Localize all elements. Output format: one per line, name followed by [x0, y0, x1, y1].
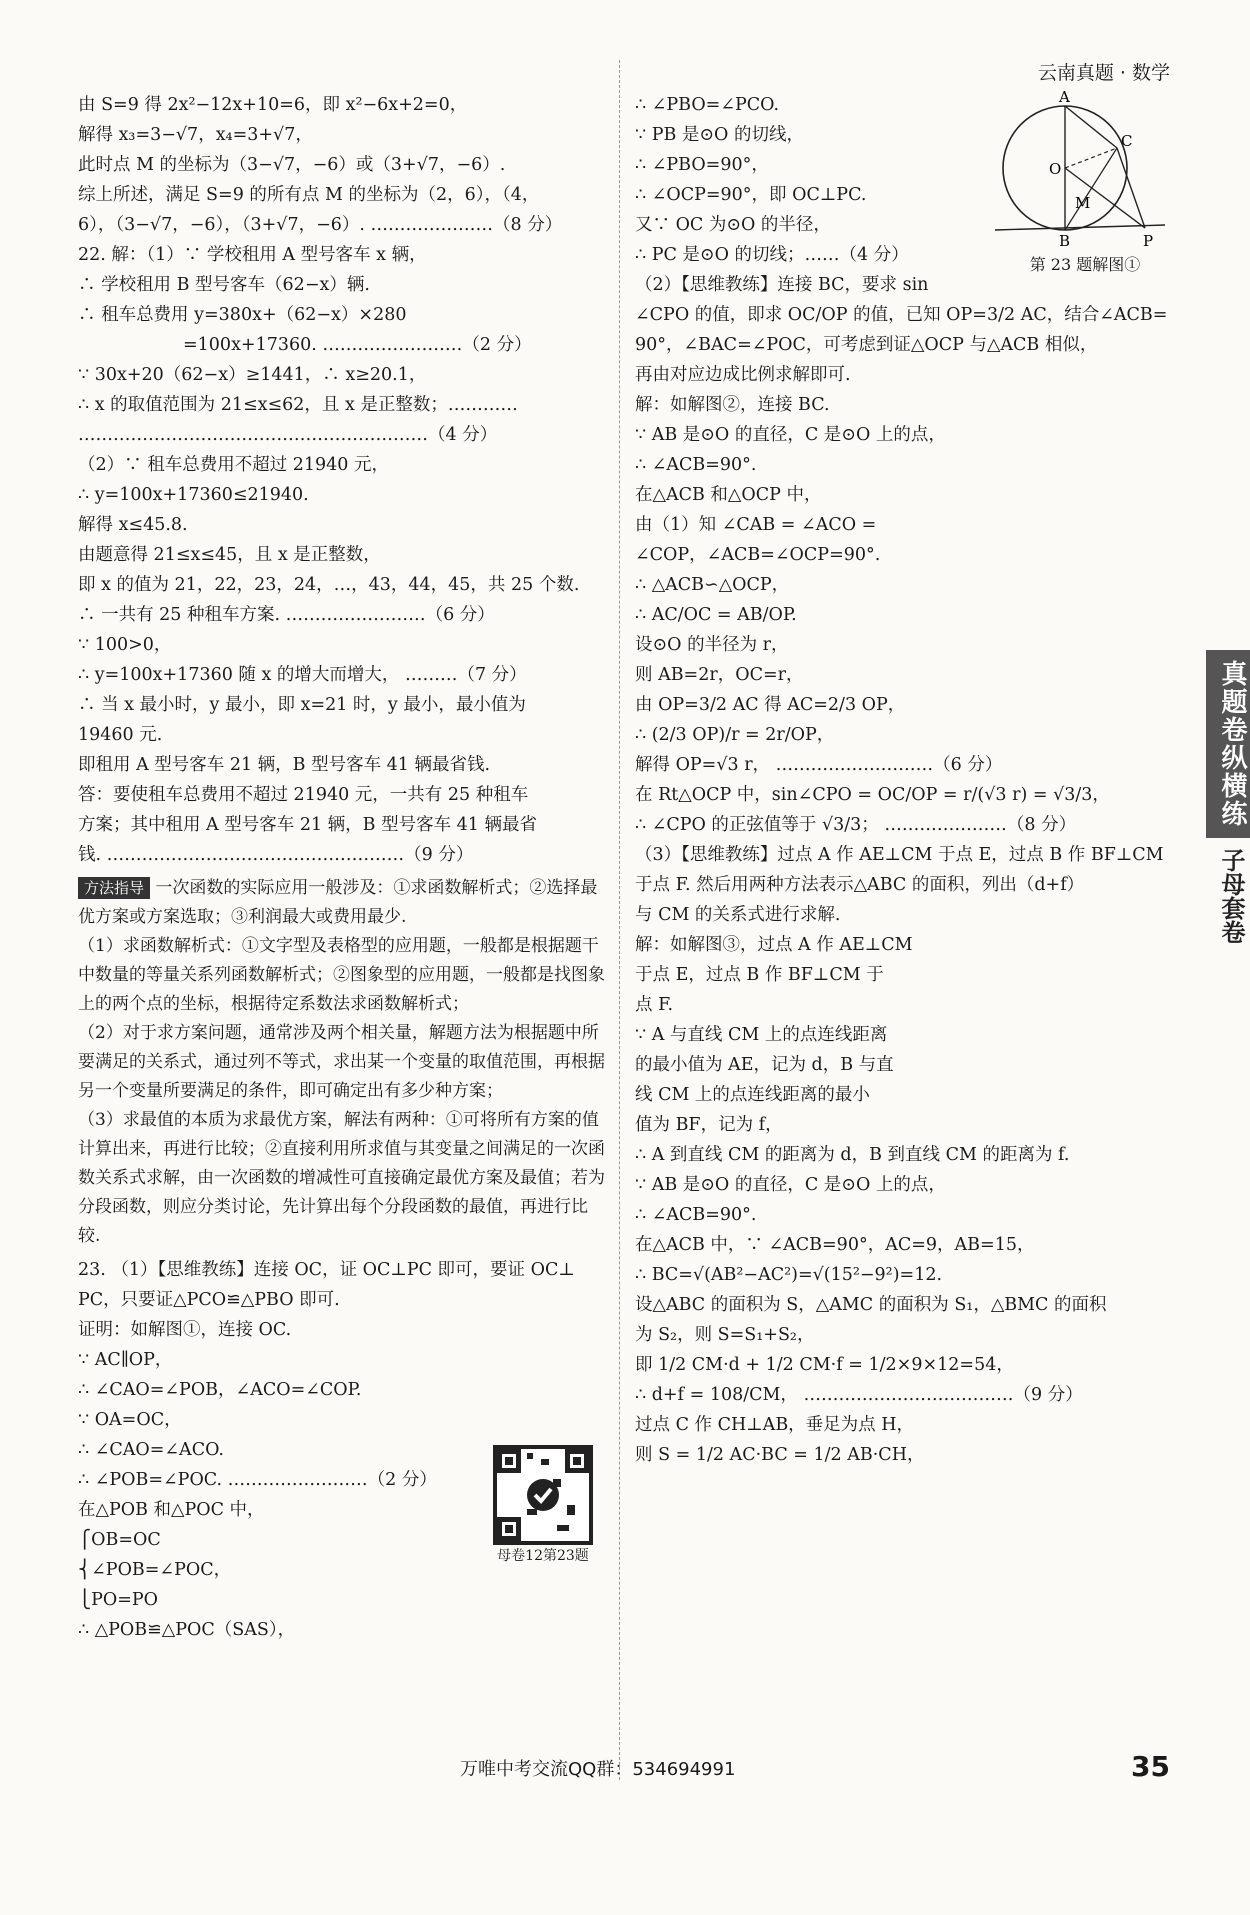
text-line: 再由对应边成比例求解即可.: [635, 365, 851, 385]
text-line: 由 S=9 得 2x²−12x+10=6，即 x²−6x+2=0，: [78, 95, 468, 115]
text-line: ∵ OA=OC，: [78, 1410, 182, 1430]
text-line: 22. 解：（1）∵ 学校租用 A 型号客车 x 辆，: [78, 245, 427, 265]
label-A: A: [1059, 90, 1070, 106]
text-line: ∵ 100>0，: [78, 635, 172, 655]
text-line: 在△ACB 和△OCP 中，: [635, 485, 822, 505]
text-line: 即 1/2 CM·d + 1/2 CM·f = 1/2×9×12=54，: [635, 1355, 1014, 1375]
method-line: （2）对于求方案问题，通常涉及两个相关量，解题方法为根据题中所要满足的关系式，通过列不等式，求出某一个变量的取值范围，再根据另一个变量所要满足的条件，即可确定出有多少种方案；: [78, 1023, 605, 1101]
text-line: 即 x 的值为 21，22，23，24，…，43，44，45，共 25 个数.: [78, 575, 580, 595]
text-line: （2）【思维教练】连接 BC，要求 sin: [635, 275, 929, 295]
text-line: ∵ A 与直线 CM 上的点连线距离: [635, 1025, 888, 1045]
text-line: 解得 x₃=3−√7，x₄=3+√7，: [78, 125, 313, 145]
text-line: 6），（3−√7，−6），（3+√7，−6）. …………………（8 分）: [78, 215, 563, 235]
text-line: 为 S₂，则 S=S₁+S₂，: [635, 1325, 815, 1345]
figure-1: [995, 90, 1175, 280]
footer-text: 万唯中考交流QQ群：534694991: [460, 1759, 736, 1780]
text-line: 答：要使租车总费用不超过 21940 元，一共有 25 种租车: [78, 785, 529, 805]
text-line: 设⊙O 的半径为 r，: [635, 635, 789, 655]
side-tab-sub: 子母套卷: [1217, 848, 1245, 944]
text-line: 设△ABC 的面积为 S，△AMC 的面积为 S₁，△BMC 的面积: [635, 1295, 1107, 1315]
text-line: ∠COP，∠ACB=∠OCP=90°.: [635, 545, 881, 565]
text-line: =100x+17360. ……………………（2 分）: [78, 335, 532, 355]
text-line: 方案；其中租用 A 型号客车 21 辆，B 型号客车 41 辆最省: [78, 815, 537, 835]
text-line: 点 F.: [635, 995, 674, 1015]
q23-solution: [635, 90, 1175, 1470]
text-line: ∴ (2/3 OP)/r = 2r/OP，: [635, 725, 835, 745]
text-line: ∴ 学校租用 B 型号客车（62−x）辆.: [78, 275, 370, 295]
text-line: 在△ACB 中，∵ ∠ACB=90°，AC=9，AB=15，: [635, 1235, 1035, 1255]
text-line: ∴ ∠ACB=90°.: [635, 1205, 757, 1225]
text-line: ∴ ∠ACB=90°.: [635, 455, 757, 475]
svg-text:C: C: [1121, 132, 1133, 150]
text-line: ∴ ∠OCP=90°，即 OC⊥PC.: [635, 185, 867, 205]
text-line: 由 OP=3/2 AC 得 AC=2/3 OP，: [635, 695, 906, 715]
text-line: 过点 C 作 CH⊥AB，垂足为点 H，: [635, 1415, 915, 1435]
qr-code[interactable]: [488, 1445, 598, 1565]
qr-caption: 母卷12第23题: [497, 1548, 589, 1564]
figure-1-caption: 第 23 题解图①: [1029, 255, 1141, 274]
text-line: ∴ PC 是⊙O 的切线；……（4 分）: [635, 245, 909, 265]
text-line: ∴ A 到直线 CM 的距离为 d，B 到直线 CM 的距离为 f.: [635, 1145, 1070, 1165]
text-line: 解得 x≤45.8.: [78, 515, 188, 535]
text-line: 解得 OP=√3 r， ………………………（6 分）: [635, 755, 1003, 775]
svg-text:O: O: [1049, 160, 1062, 178]
text-line: ∴ BC=√(AB²−AC²)=√(15²−9²)=12.: [635, 1265, 943, 1285]
side-tab-main: 真题卷纵横练: [1206, 650, 1250, 838]
text-line: ∴ ∠CAO=∠POB，∠ACO=∠COP.: [78, 1380, 362, 1400]
text-line: 23. （1）【思维教练】连接 OC，证 OC⊥PC 即可，要证 OC⊥: [78, 1260, 575, 1280]
right-column: [635, 90, 1175, 1470]
method-guide: [78, 874, 608, 1251]
text-line: ∴ ∠CAO=∠ACO.: [78, 1440, 224, 1460]
text-line: ∴ △POB≌△POC（SAS），: [78, 1620, 296, 1640]
text-line: ∵ AB 是⊙O 的直径，C 是⊙O 上的点，: [635, 1175, 946, 1195]
text-line: （2）∵ 租车总费用不超过 21940 元，: [78, 455, 389, 475]
svg-text:B: B: [1059, 232, 1071, 250]
text-line: 值为 BF，记为 f，: [635, 1115, 783, 1135]
left-column: [78, 90, 608, 1645]
text-line: 综上所述，满足 S=9 的所有点 M 的坐标为（2，6），（4，: [78, 185, 540, 205]
text-line: 线 CM 上的点连线距离的最小: [635, 1085, 870, 1105]
text-line: ∴ ∠CPO 的正弦值等于 √3/3； …………………（8 分）: [635, 815, 1077, 835]
svg-text:M: M: [1075, 194, 1091, 212]
method-line: 一次函数的实际应用一般涉及：①求函数解析式；②选择最优方案或方案选取；③利润最大或费用最少.: [78, 878, 598, 927]
text-line: 即租用 A 型号客车 21 辆，B 型号客车 41 辆最省钱.: [78, 755, 491, 775]
method-tag: 方法指导: [78, 877, 150, 899]
text-line: ∴ y=100x+17360 随 x 的增大而增大， ………（7 分）: [78, 665, 527, 685]
text-line: ∴ 当 x 最小时，y 最小，即 x=21 时，y 最小，最小值为: [78, 695, 526, 715]
text-line: ∴ d+f = 108/CM， ………………………………（9 分）: [635, 1385, 1083, 1405]
text-line: 90°，∠BAC=∠POC，可考虑到证△OCP 与△ACB 相似，: [635, 335, 1098, 355]
text-line: 在 Rt△OCP 中，sin∠CPO = OC/OP = r/(√3 r) = √3/3，: [635, 785, 1110, 805]
method-line: （3）求最值的本质为求最优方案，解法有两种：①可将所有方案的值计算出来，再进行比较；②直接利用所求值与其变量之间满足的一次函数关系式求解，由一次函数的增减性可直接确定最优方案及最值；若为分段函数，则应分类讨论，先计算出每个分段函数的最值，再进行比较.: [78, 1110, 605, 1246]
text-line: ∴ ∠PBO=90°，: [635, 155, 769, 175]
text-line: 钱. ……………………………………………（9 分）: [78, 845, 474, 865]
text-line: 于点 E，过点 B 作 BF⊥CM 于: [635, 965, 884, 985]
text-line: ∵ AB 是⊙O 的直径，C 是⊙O 上的点，: [635, 425, 946, 445]
page-number: 35: [1131, 1750, 1170, 1783]
text-line: ∴ 租车总费用 y=380x+（62−x）×280: [78, 305, 407, 325]
text-line: 又∵ OC 为⊙O 的半径，: [635, 215, 831, 235]
text-line: 则 AB=2r，OC=r，: [635, 665, 804, 685]
text-line: 此时点 M 的坐标为（3−√7，−6）或（3+√7，−6）.: [78, 155, 506, 175]
text-line: ∴ x 的取值范围为 21≤x≤62，且 x 是正整数；…………: [78, 395, 518, 415]
text-line: （3）【思维教练】过点 A 作 AE⊥CM 于点 E，过点 B 作 BF⊥CM: [635, 845, 1164, 865]
text-line: ∴ AC/OC = AB/OP.: [635, 605, 797, 625]
text-line: 与 CM 的关系式进行求解.: [635, 905, 841, 925]
text-line: ⎧OB=OC: [78, 1530, 161, 1550]
text-line: ∴ △ACB∽△OCP，: [635, 575, 790, 595]
text-line: ∵ AC∥OP，: [78, 1350, 173, 1370]
text-line: ∵ 30x+20（62−x）≥1441，∴ x≥20.1，: [78, 365, 427, 385]
q22-solution: [78, 90, 608, 870]
text-line: 在△POB 和△POC 中，: [78, 1500, 265, 1520]
text-line: 解：如解图②，连接 BC.: [635, 395, 830, 415]
text-line: 则 S = 1/2 AC·BC = 1/2 AB·CH，: [635, 1445, 925, 1465]
text-line: 于点 F. 然后用两种方法表示△ABC 的面积，列出（d+f）: [635, 875, 1085, 895]
text-line: 由（1）知 ∠CAB = ∠ACO =: [635, 515, 877, 535]
side-tab: [1206, 650, 1250, 954]
method-line: （1）求函数解析式：①文字型及表格型的应用题，一般都是根据题干中数量的等量关系列函数解析式；②图象型的应用题，一般都是找图象上的两个点的坐标，根据待定系数法求函数解析式；: [78, 936, 605, 1014]
text-line: ∴ 一共有 25 种租车方案. ……………………（6 分）: [78, 605, 495, 625]
text-line: PC，只要证△PCO≌△PBO 即可.: [78, 1290, 340, 1310]
text-line: ∴ ∠POB=∠POC. ……………………（2 分）: [78, 1470, 437, 1490]
text-line: 解：如解图③，过点 A 作 AE⊥CM: [635, 935, 913, 955]
text-line: 19460 元.: [78, 725, 163, 745]
text-line: ……………………………………………………（4 分）: [78, 425, 498, 445]
text-line: ∴ ∠PBO=∠PCO.: [635, 95, 780, 115]
text-line: 的最小值为 AE，记为 d，B 与直: [635, 1055, 894, 1075]
text-line: ∵ PB 是⊙O 的切线，: [635, 125, 804, 145]
text-line: ⎨∠POB=∠POC，: [78, 1560, 232, 1580]
svg-text:P: P: [1143, 232, 1154, 250]
column-divider: [619, 60, 620, 1780]
text-line: ∴ y=100x+17360≤21940.: [78, 485, 309, 505]
text-line: ∠CPO 的值，即求 OC/OP 的值，已知 OP=3/2 AC，结合∠ACB=: [635, 305, 1168, 325]
text-line: 证明：如解图①，连接 OC.: [78, 1320, 292, 1340]
text-line: 由题意得 21≤x≤45，且 x 是正整数，: [78, 545, 381, 565]
qr-image: [493, 1445, 593, 1545]
page-header: 云南真题 · 数学: [1037, 62, 1170, 84]
text-line: ⎩PO=PO: [78, 1590, 159, 1610]
